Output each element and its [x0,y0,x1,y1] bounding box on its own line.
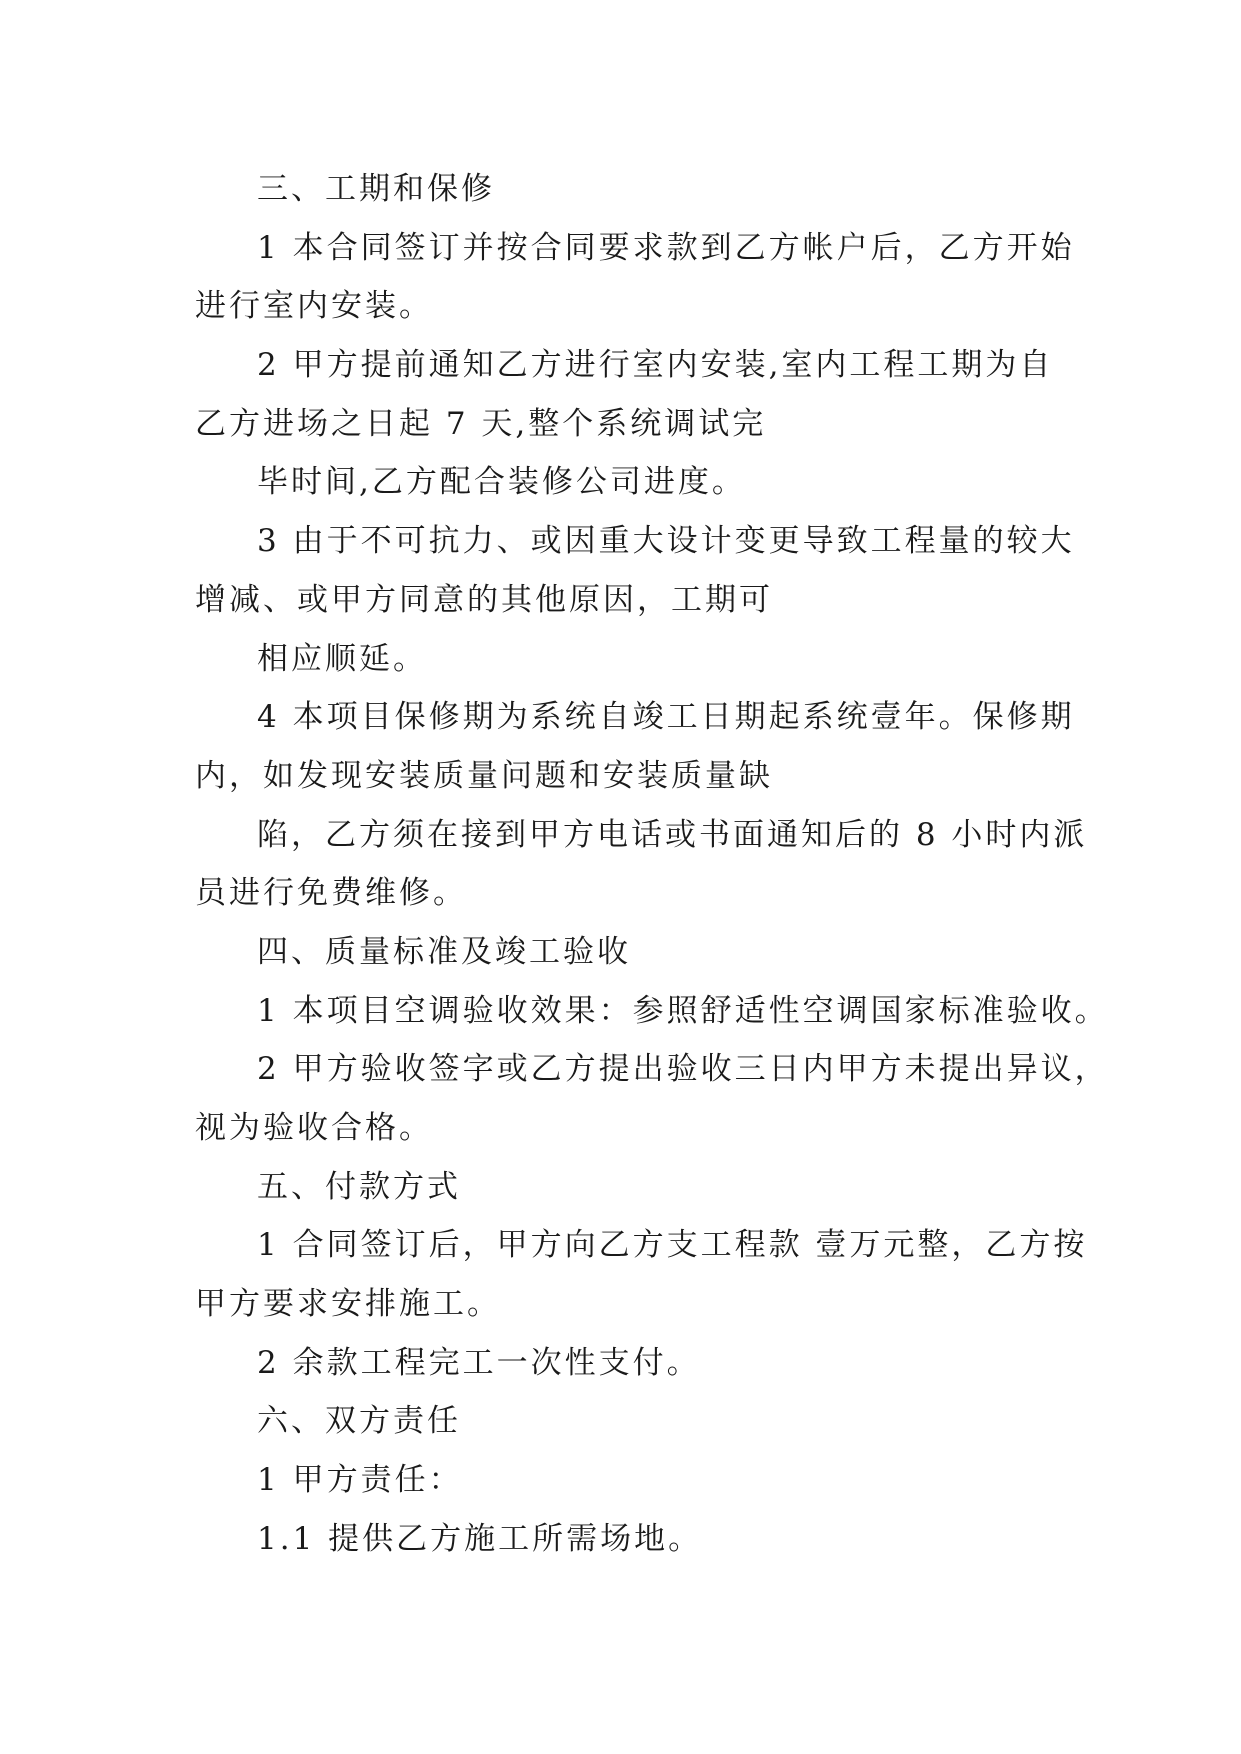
text-line: 视为验收合格。 [195,1110,433,1146]
text-line: 1.1 提供乙方施工所需场地。 [257,1520,703,1557]
text-line: 陷，乙方须在接到甲方电话或书面通知后的 8 小时内派 [257,816,1088,853]
text-line: 三、工期和保修 [257,171,495,207]
text-line: 员进行免费维修。 [195,875,467,912]
text-line: 2 余款工程完工一次性支付。 [257,1344,701,1381]
text-line: 1 合同签订后，甲方向乙方支工程款 壹万元整，乙方按 [257,1227,1088,1264]
text-line: 相应顺延。 [257,640,427,677]
text-line: 4 本项目保修期为系统自竣工日期起系统壹年。保修期 [257,699,1075,736]
text-line: 五、付款方式 [257,1168,461,1205]
text-line: 进行室内安装。 [195,288,433,325]
text-line: 1 甲方责任： [257,1462,463,1499]
text-line: 乙方进场之日起 7 天,整个系统调试完 [195,405,767,442]
text-line: 2 甲方验收签字或乙方提出验收三日内甲方未提出异议， [257,1051,1109,1088]
text-line: 甲方要求安排施工。 [195,1286,501,1323]
text-line: 四、质量标准及竣工验收 [257,933,631,970]
text-line: 增减、或甲方同意的其他原因，工期可 [195,581,773,618]
text-line: 内，如发现安装质量问题和安装质量缺 [195,757,773,794]
text-line: 2 甲方提前通知乙方进行室内安装,室内工程工期为自 [257,347,1054,384]
text-line: 1 本项目空调验收效果：参照舒适性空调国家标准验收。 [257,992,1109,1029]
text-line: 1 本合同签订并按合同要求款到乙方帐户后，乙方开始 [257,229,1075,266]
text-line: 六、双方责任 [257,1403,461,1440]
text-line: 3 由于不可抗力、或因重大设计变更导致工程量的较大 [257,523,1075,560]
document-body [195,160,1109,1569]
text-line: 毕时间,乙方配合装修公司进度。 [257,464,746,501]
